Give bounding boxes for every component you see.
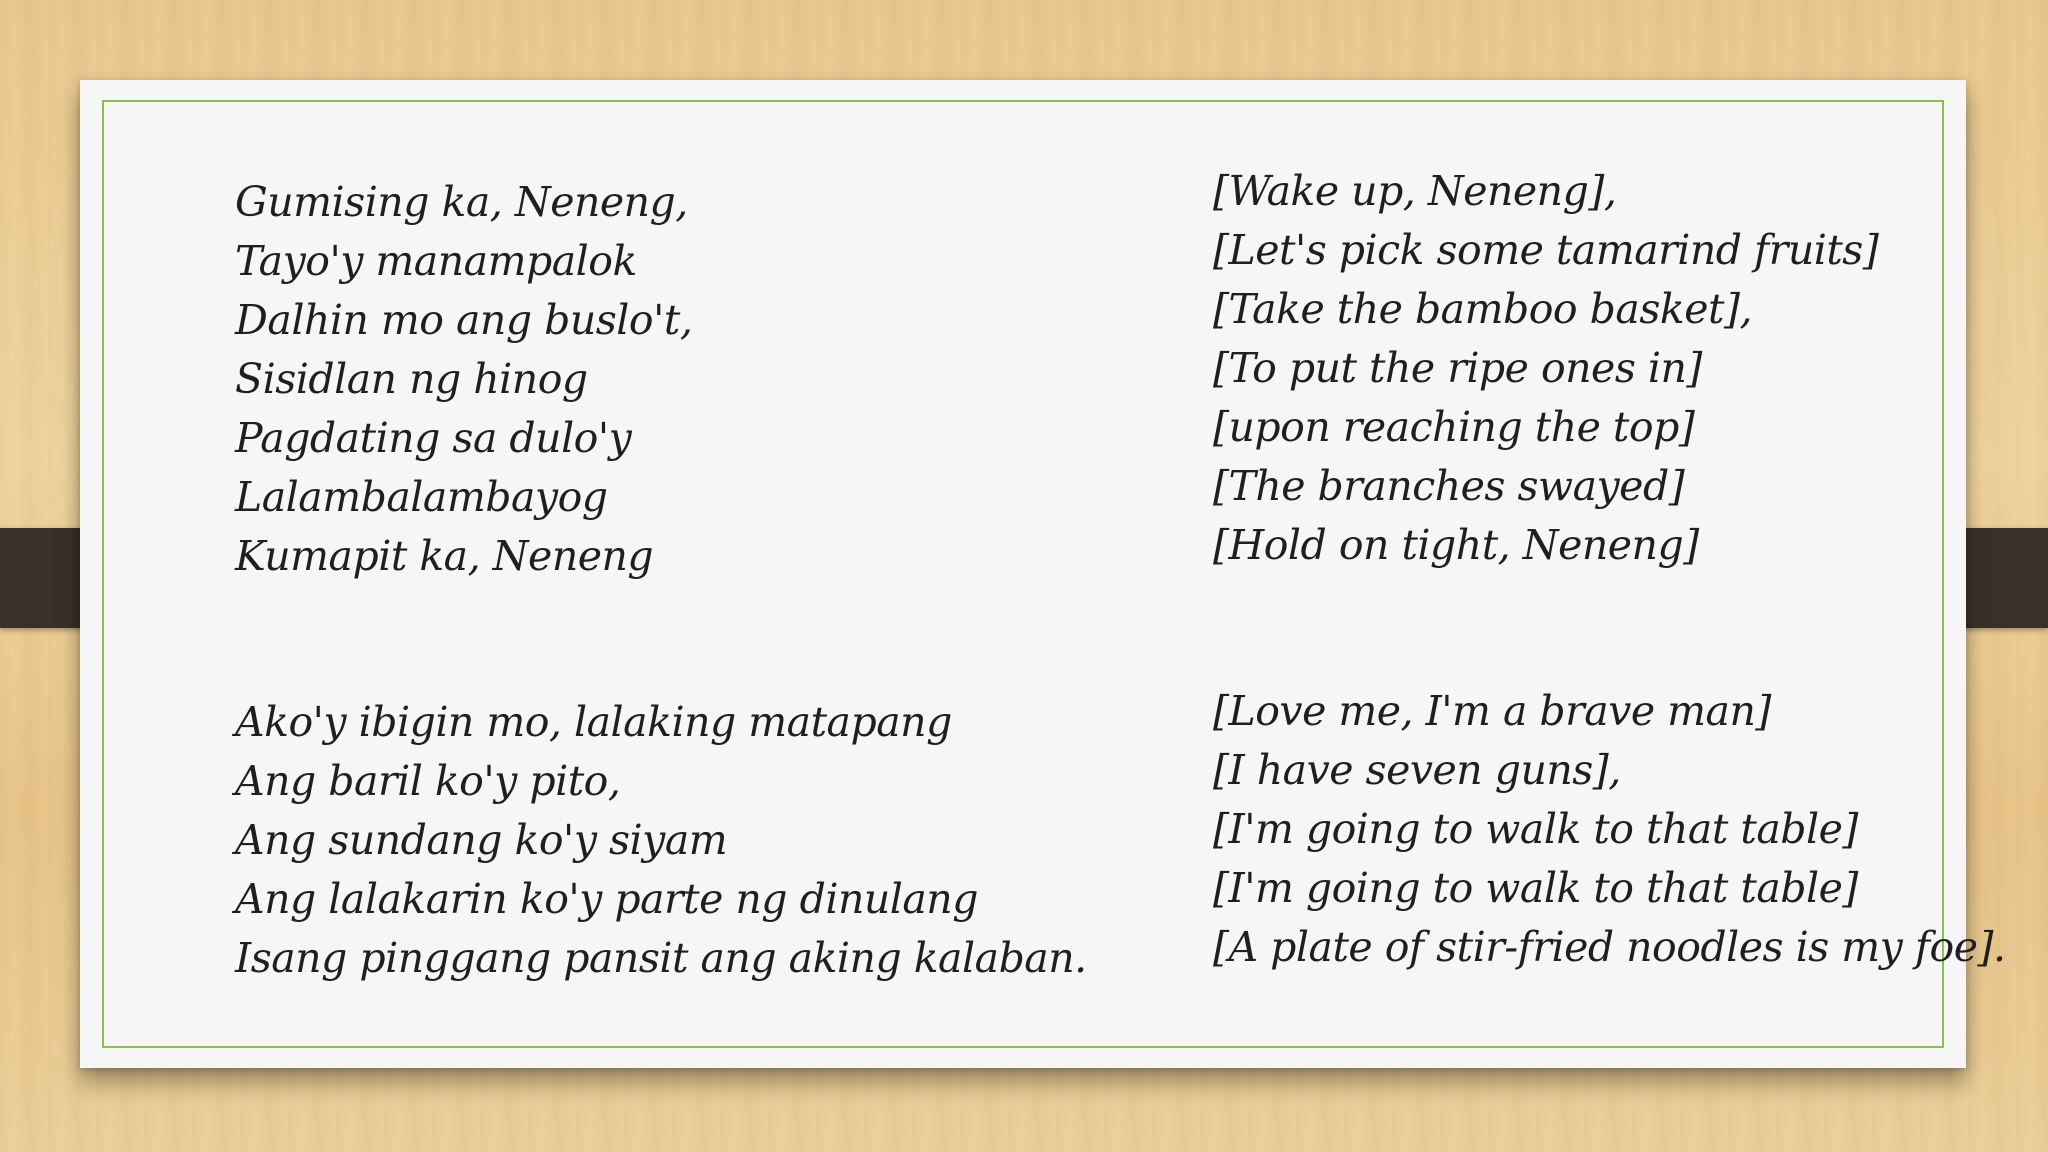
- verse-line: [I have seven guns],: [1213, 746, 1621, 794]
- verse-line: [The branches swayed]: [1213, 462, 1685, 510]
- verse-line: [To put the ripe ones in]: [1213, 344, 1702, 392]
- verse-line: [upon reaching the top]: [1213, 403, 1695, 451]
- verse-line: Ang lalakarin ko'y parte ng dinulang: [235, 875, 978, 923]
- verse-line: Pagdating sa dulo'y: [235, 414, 632, 462]
- verse-line: Ang baril ko'y pito,: [235, 757, 621, 805]
- verse-line: [I'm going to walk to that table]: [1213, 805, 1858, 853]
- verse-line: Gumising ka, Neneng,: [235, 178, 688, 226]
- verse-line: [A plate of stir-fried noodles is my foe].: [1213, 923, 2006, 971]
- verse-line: [I'm going to walk to that table]: [1213, 864, 1858, 912]
- slide-card: [80, 80, 2006, 1068]
- verse-line: [Let's pick some tamarind fruits]: [1213, 226, 1879, 274]
- verse-line: [Take the bamboo basket],: [1213, 285, 1752, 333]
- verse-line: [Wake up, Neneng],: [1213, 167, 1617, 215]
- stanza-2-translation: [1213, 682, 2006, 977]
- verse-line: Dalhin mo ang buslo't,: [235, 296, 693, 344]
- verse-line: Ang sundang ko'y siyam: [235, 816, 728, 864]
- verse-line: Sisidlan ng hinog: [235, 355, 588, 403]
- verse-line: Isang pinggang pansit ang aking kalaban.: [235, 934, 1087, 982]
- stanza-1-translation: [1213, 162, 1878, 575]
- verse-line: [Love me, I'm a brave man]: [1213, 687, 1771, 735]
- stanza-1-original: [235, 173, 692, 586]
- verse-line: [Hold on tight, Neneng]: [1213, 521, 1699, 569]
- verse-line: Kumapit ka, Neneng: [235, 532, 654, 580]
- verse-line: Ako'y ibigin mo, lalaking matapang: [235, 698, 952, 746]
- verse-line: Tayo'y manampalok: [235, 237, 637, 285]
- verse-line: Lalambalambayog: [235, 473, 608, 521]
- stanza-2-original: [235, 693, 1087, 988]
